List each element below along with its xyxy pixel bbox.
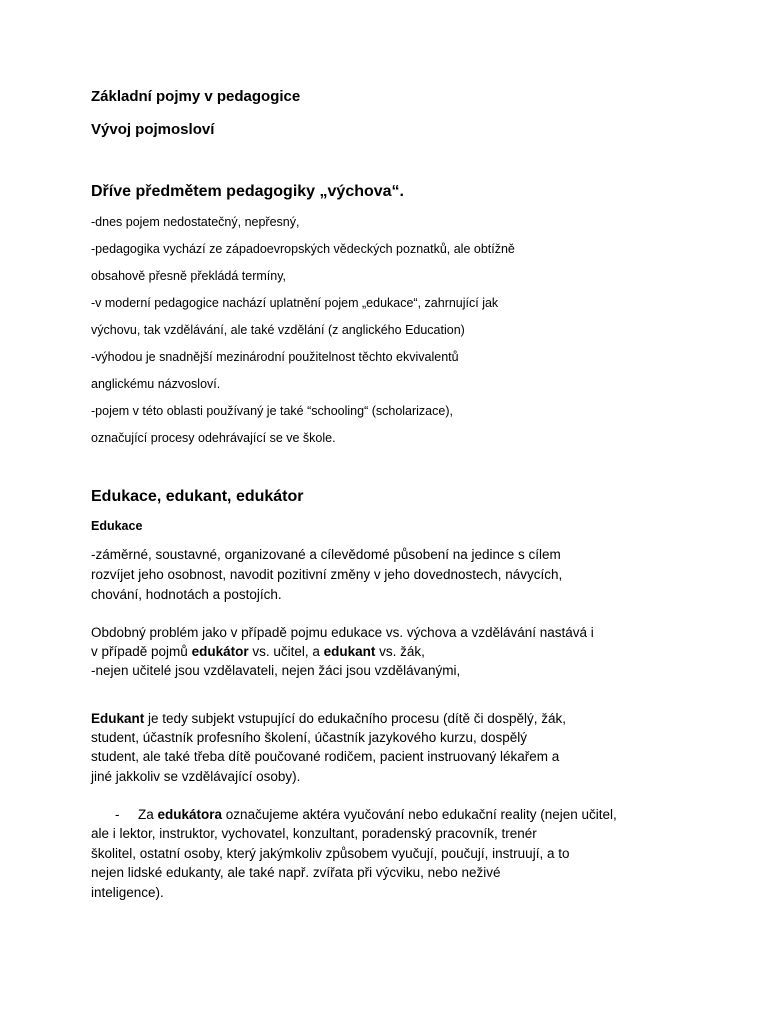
section1-line: anglickému názvosloví. xyxy=(91,377,221,391)
section1-line: výchovu, tak vzdělávání, ale také vzdělání (z anglického Education) xyxy=(91,323,465,337)
term-edukator-lead: edukátora xyxy=(157,807,223,822)
edukator-paragraph-line: školitel, ostatní osoby, který jakýmkoliv způsobem vyučují, poučují, instruují, a to xyxy=(91,846,570,861)
section1-line: -v moderní pedagogice nachází uplatnění pojem „edukace“, zahrnující jak xyxy=(91,296,499,310)
document-title: Základní pojmy v pedagogice xyxy=(91,88,301,105)
section1-line: -pojem v této oblasti používaný je také “schooling“ (scholarizace), xyxy=(91,404,453,418)
section1-heading: Dříve předmětem pedagogiky „výchova“. xyxy=(91,183,404,200)
comparison-paragraph-line: -nejen učitelé jsou vzdělavateli, nejen žáci jsou vzdělávanými, xyxy=(91,663,461,678)
comparison-paragraph-line: Obdobný problém jako v případě pojmu edukace vs. výchova a vzdělávání nastává i xyxy=(91,625,594,640)
term-edukant: edukant xyxy=(323,644,376,659)
edukant-paragraph-line: jiné jakkoliv se vzdělávající osoby). xyxy=(91,769,301,784)
section1-line: -výhodou je snadnější mezinárodní použitelnost těchto ekvivalentů xyxy=(91,350,459,364)
term-edukant-lead: Edukant xyxy=(91,711,145,726)
section2-heading: Edukace, edukant, edukátor xyxy=(91,488,304,505)
edukant-paragraph-line: student, účastník profesního školení, účastník jazykového kurzu, dospělý xyxy=(91,730,527,745)
section1-line: -pedagogika vychází ze západoevropských vědeckých poznatků, ale obtížně xyxy=(91,242,515,256)
edukator-paragraph-line: nejen lidské edukanty, ale také např. zvířata při výcviku, nebo neživé xyxy=(91,865,501,880)
edukace-definition-line: chování, hodnotách a postojích. xyxy=(91,587,282,602)
section1-line: -dnes pojem nedostatečný, nepřesný, xyxy=(91,215,300,229)
list-bullet-dash: - xyxy=(115,807,120,822)
edukace-definition-line: -záměrné, soustavné, organizované a cílevědomé působení na jedince s cílem xyxy=(91,547,561,562)
edukace-definition-line: rozvíjet jeho osobnost, navodit pozitivní změny v jeho dovednostech, návycích, xyxy=(91,567,563,582)
section2-subheading: Edukace xyxy=(91,519,143,533)
edukant-paragraph-line: Edukant je tedy subjekt vstupující do edukačního procesu (dítě či dospělý, žák, xyxy=(91,711,567,726)
edukant-paragraph-line: student, ale také třeba dítě poučované rodičem, pacient instruovaný lékařem a xyxy=(91,749,560,764)
edukator-paragraph-line: Za edukátora označujeme aktéra vyučování nebo edukační reality (nejen učitel, xyxy=(138,807,617,822)
term-edukator: edukátor xyxy=(191,644,249,659)
edukator-paragraph-line: ale i lektor, instruktor, vychovatel, konzultant, poradenský pracovník, trenér xyxy=(91,826,537,841)
document-subtitle: Vývoj pojmosloví xyxy=(91,121,215,138)
section1-line: obsahově přesně překládá termíny, xyxy=(91,269,287,283)
edukator-paragraph-line: inteligence). xyxy=(91,885,164,900)
comparison-paragraph-line: v případě pojmů edukátor vs. učitel, a edukant vs. žák, xyxy=(91,644,425,659)
section1-line: označující procesy odehrávající se ve škole. xyxy=(91,431,336,445)
